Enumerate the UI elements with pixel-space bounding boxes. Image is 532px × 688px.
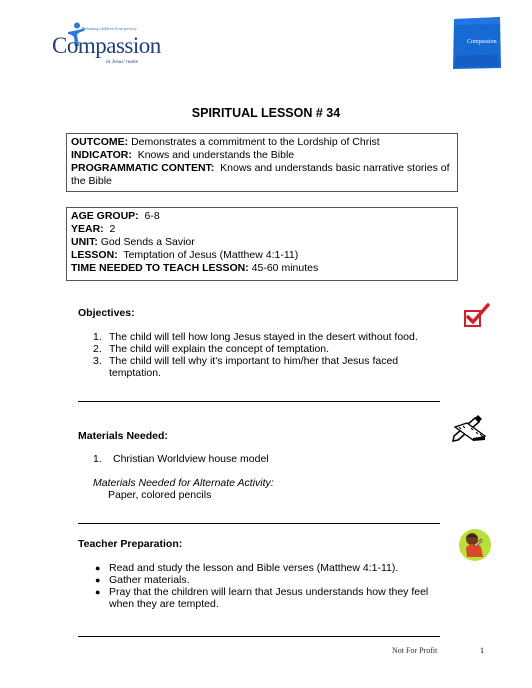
section-divider — [78, 401, 440, 402]
alternate-activity-label: Materials Needed for Alternate Activity: — [93, 477, 274, 489]
compassion-flag — [452, 16, 502, 70]
list-item — [93, 343, 428, 355]
indicator-label: INDICATOR: — [71, 149, 132, 161]
list-item — [93, 331, 428, 343]
materials-list — [93, 453, 428, 465]
year-line — [71, 223, 453, 236]
list-item — [93, 453, 428, 465]
programmatic-value: Knows and understands basic narrative stories of the Bible — [71, 162, 450, 187]
lesson-value: Temptation of Jesus (Matthew 4:1-11) — [123, 249, 299, 261]
outcome-line — [71, 136, 453, 149]
unit-label: UNIT: — [71, 236, 98, 248]
compassion-logo — [52, 22, 162, 66]
list-item — [93, 562, 438, 574]
unit-value: God Sends a Savior — [100, 236, 195, 248]
outcome-label: OUTCOME: — [71, 136, 129, 148]
list-item — [93, 574, 438, 586]
item-text: Christian Worldview house model — [113, 453, 269, 465]
outcome-box — [66, 133, 458, 192]
preparation-heading: Teacher Preparation: — [78, 538, 183, 550]
item-number: 2. — [93, 343, 102, 355]
indicator-value: Knows and understands the Bible — [137, 149, 295, 161]
programmatic-label: PROGRAMMATIC CONTENT: — [71, 162, 215, 174]
unit-line — [71, 236, 453, 249]
logo-subtitle: in Jesus' name — [106, 59, 139, 65]
age-line — [71, 210, 453, 223]
item-number: 1. — [93, 453, 102, 465]
checkbox-check-icon — [463, 303, 491, 329]
item-number: 1. — [93, 331, 102, 343]
time-line — [71, 262, 453, 275]
programmatic-line — [71, 162, 453, 188]
item-text: The child will tell why it's important to him/her that Jesus faced temptation. — [109, 355, 399, 379]
outcome-value: Demonstrates a commitment to the Lordship of Christ — [131, 136, 380, 148]
pencil-ruler-icon — [451, 414, 487, 442]
preparation-list — [93, 562, 438, 610]
praying-person-icon — [458, 528, 492, 562]
bullet-icon: ● — [95, 575, 101, 585]
lesson-info-box — [66, 207, 458, 281]
objectives-list — [93, 331, 428, 379]
section-divider — [78, 523, 440, 524]
item-text: Gather materials. — [109, 574, 190, 586]
flag-text: Compassion — [467, 39, 497, 45]
objectives-heading: Objectives: — [78, 307, 135, 319]
item-text: The child will explain the concept of temptation. — [109, 343, 330, 355]
lesson-label: LESSON: — [71, 249, 118, 261]
age-value: 6-8 — [144, 210, 160, 222]
indicator-line — [71, 149, 453, 162]
page-number: 1 — [480, 646, 484, 655]
lesson-line — [71, 249, 453, 262]
item-text: Read and study the lesson and Bible verses (Matthew 4:1-11). — [109, 562, 399, 574]
year-value: 2 — [109, 223, 116, 235]
alternate-activity-value: Paper, colored pencils — [108, 489, 212, 501]
item-number: 3. — [93, 355, 102, 367]
year-label: YEAR: — [71, 223, 104, 235]
bullet-icon: ● — [95, 563, 101, 573]
time-label: TIME NEEDED TO TEACH LESSON: — [71, 262, 249, 274]
time-value: 45-60 minutes — [251, 262, 319, 274]
age-label: AGE GROUP: — [71, 210, 139, 222]
section-divider — [78, 636, 440, 637]
page-title: SPIRITUAL LESSON # 34 — [191, 106, 341, 120]
logo-tagline: Releasing children from poverty — [82, 26, 137, 31]
materials-heading: Materials Needed: — [78, 430, 168, 442]
logo-wordmark: Compassion — [52, 33, 161, 58]
footer-text: Not For Profit — [392, 646, 438, 655]
item-text: The child will tell how long Jesus stayed in the desert without food. — [109, 331, 418, 343]
bullet-icon: ● — [95, 587, 101, 597]
list-item — [93, 355, 428, 379]
list-item — [93, 586, 438, 610]
item-text: Pray that the children will learn that Jesus understands how they feel when they are tempted. — [109, 586, 429, 610]
